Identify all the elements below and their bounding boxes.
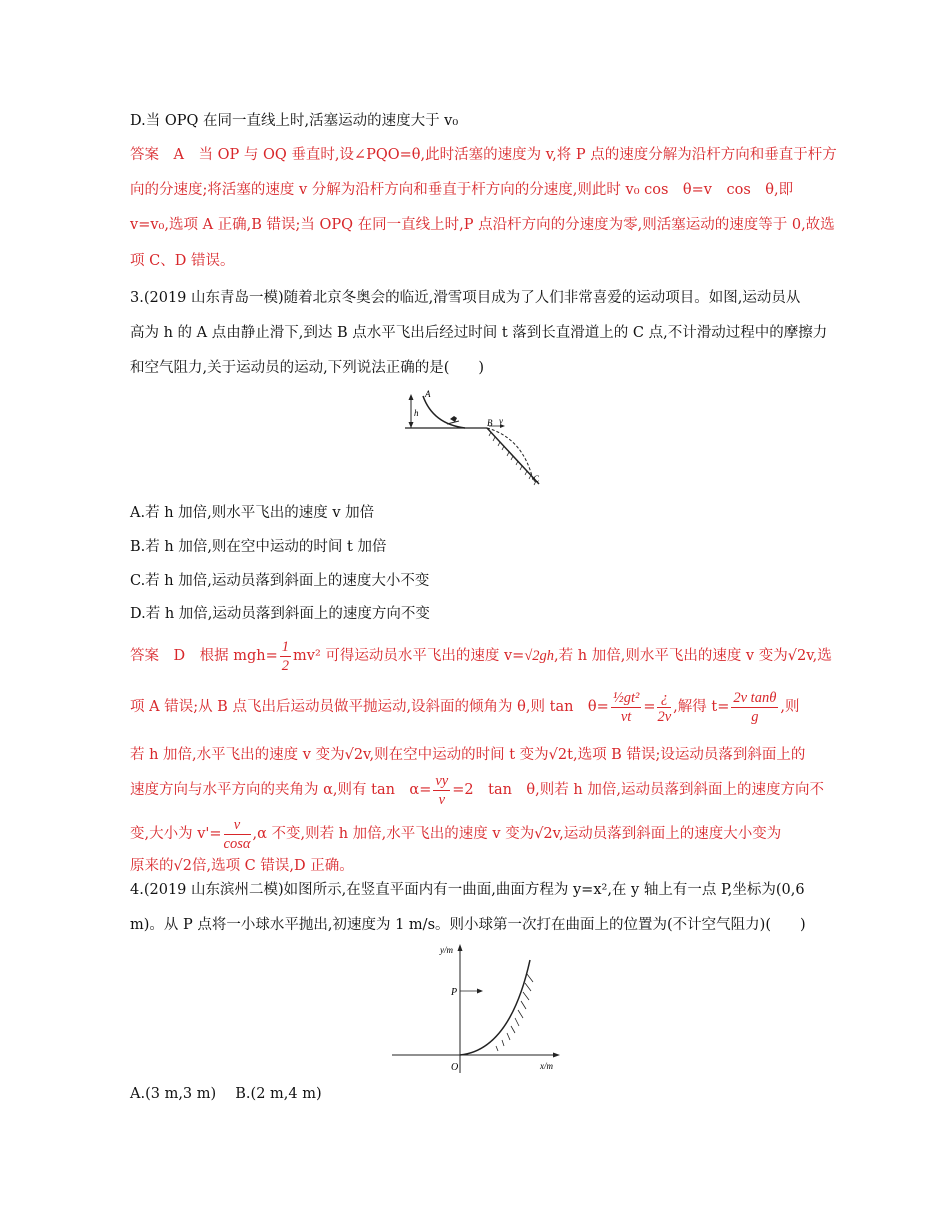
label-h: h — [414, 408, 419, 418]
y-axis-label: y/m — [440, 945, 453, 955]
label-c: C — [533, 474, 540, 484]
answer-q3-line5: 变,大小为 v'= $\frac{v}{\cos\alpha}$ ,α 不变,则若 h 加倍,水平飞出的速度 v 变为√2v,运动员落到斜面上的速度大小变为 — [130, 816, 782, 852]
x-axis-label: x/m — [540, 1061, 553, 1071]
answer-q3-line1: 答案 D 根据 mgh= $\frac{1}{2}$ mv² 可得运动员水平飞出的速度 v=√2gh,若 h 加倍,则水平飞出的速度 v 变为√2v,选 — [130, 638, 832, 674]
ski-jump-figure — [405, 388, 550, 493]
question-3-line1: 3.(2019 山东青岛一模)随着北京冬奥会的临近,滑雪项目成为了人们非常喜爱的运动项目。如图,运动员从 — [130, 290, 801, 306]
answer-q2-line4: 项 C、D 错误。 — [130, 253, 235, 269]
parabola-curve — [460, 960, 530, 1055]
question-3-line3: 和空气阻力,关于运动员的运动,下列说法正确的是( ) — [130, 360, 485, 376]
answer-q2-line3: v=v₀,选项 A 正确,B 错误;当 OPQ 在同一直线上时,P 点沿杆方向的分速度为零,则活塞运动的速度等于 0,故选 — [130, 217, 835, 233]
skier-icon — [447, 416, 459, 424]
option-a-q3: A.若 h 加倍,则水平飞出的速度 v 加倍 — [130, 505, 375, 521]
question-3-line2: 高为 h 的 A 点由静止滑下,到达 B 点水平飞出后经过时间 t 落到长直滑道上的 C 点,不计滑动过程中的摩擦力 — [130, 325, 828, 341]
label-p: P — [451, 987, 458, 998]
option-b-q3: B.若 h 加倍,则在空中运动的时间 t 加倍 — [130, 539, 387, 555]
label-v: v — [499, 416, 503, 426]
answer-q2-line2: 向的分速度;将活塞的速度 v 分解为沿杆方向和垂直于杆方向的分速度,则此时 v₀ cos θ=v cos θ,即 — [130, 182, 794, 198]
question-4-line1: 4.(2019 山东滨州二模)如图所示,在竖直平面内有一曲面,曲面方程为 y=x²,在 y 轴上有一点 P,坐标为(0,6 — [130, 882, 805, 898]
label-a: A — [425, 389, 431, 399]
curve-figure — [392, 938, 567, 1078]
option-d-q3: D.若 h 加倍,运动员落到斜面上的速度方向不变 — [130, 606, 430, 622]
slope-hatching — [489, 432, 536, 485]
option-d-q2: D.当 OPQ 在同一直线上时,活塞运动的速度大于 v₀ — [130, 113, 459, 129]
ramp-curve — [423, 396, 465, 428]
answer-q2-line1: 答案 A 当 OP 与 OQ 垂直时,设∠PQO=θ,此时活塞的速度为 v,将 P 点的速度分解为沿杆方向和垂直于杆方 — [130, 147, 837, 163]
answer-q3-line4: 速度方向与水平方向的夹角为 α,则有 tan α= $\frac{vy}{v}$ =2 tan θ,则若 h 加倍,运动员落到斜面上的速度方向不 — [130, 772, 824, 808]
answer-q3-line3: 若 h 加倍,水平飞出的速度 v 变为√2v,则在空中运动的时间 t 变为√2t,选项 B 错误;设运动员落到斜面上的 — [130, 747, 806, 763]
option-c-q3: C.若 h 加倍,运动员落到斜面上的速度大小不变 — [130, 573, 430, 589]
label-o: O — [451, 1062, 459, 1073]
answer-q3-line6: 原来的√2倍,选项 C 错误,D 正确。 — [130, 858, 354, 874]
curve-hatching — [496, 974, 533, 1051]
label-b: B — [487, 418, 493, 428]
question-4-options: A.(3 m,3 m) B.(2 m,4 m) — [130, 1086, 322, 1102]
question-4-line2: m)。从 P 点将一小球水平抛出,初速度为 1 m/s。则小球第一次打在曲面上的位置为(不计空气阻力)( ) — [130, 917, 806, 933]
answer-q3-line2: 项 A 错误;从 B 点飞出后运动员做平抛运动,设斜面的倾角为 θ,则 tan θ= $\frac{\text{½gt²}}{vt}$ = $\frac{¿}{2v}$ ,解得 t= $\frac{\text{2v tanθ}}{g}$ ,则 — [130, 689, 800, 725]
